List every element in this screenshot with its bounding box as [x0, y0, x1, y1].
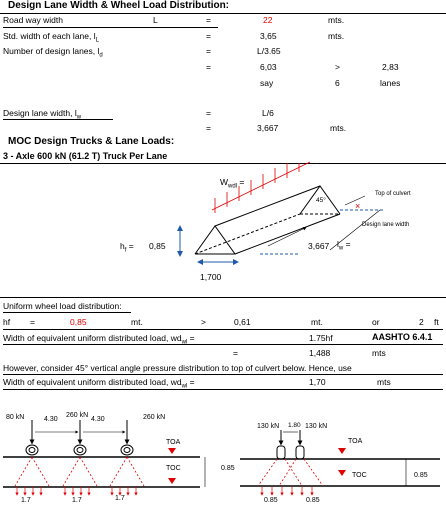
lane-width-label: Std. width of each lane, $l_L$ [3, 31, 99, 44]
wheel-load-2: 130 kN [305, 423, 328, 430]
final-width-label: Width of equivalent uniform distributed load, $wd_{wl}$ = [3, 377, 195, 390]
aashto-ref: AASHTO 6.4.1 [372, 332, 433, 342]
axle-load-1: 80 kN [6, 414, 25, 421]
limit-value: 2,83 [382, 62, 399, 72]
toc-label: TOC [352, 472, 367, 479]
road-width-unit: mts. [328, 15, 345, 25]
say-unit: lanes [380, 78, 401, 88]
wheel-load-1: 130 kN [257, 423, 280, 430]
truck-axle-diagram [3, 420, 205, 494]
wheel-spacing: 1.80 [288, 422, 301, 429]
num-lanes-value: 6,03 [260, 62, 277, 72]
however-note: However, consider 45° vertical angle pressure distribution to top of culvert below. Hence, use [3, 363, 352, 373]
base-value: 1,700 [200, 272, 222, 282]
final-width-value: 1,70 [309, 377, 326, 387]
design-lane-value: 3,667 [257, 123, 279, 133]
equiv-width-value: 1,488 [309, 348, 331, 358]
top-culvert-label: Top of culvert [375, 191, 411, 197]
spread-width-1: 0.85 [264, 497, 278, 504]
say-label: say [260, 78, 274, 88]
greater-than: > [201, 317, 206, 327]
toc-label: TOC [166, 465, 181, 472]
hf-row-unit: mt. [131, 317, 143, 327]
min-depth-value: 0,61 [234, 317, 251, 327]
equals-sign: = [206, 108, 211, 118]
lw-label: $l_w$ = [337, 239, 351, 252]
lane-width-unit: mts. [328, 31, 345, 41]
design-lane-label: Design lane width [362, 222, 410, 228]
toa-label: TOA [348, 438, 363, 445]
or-label: or [372, 317, 380, 327]
ft-unit: ft [434, 317, 439, 327]
axle-load-3: 260 kN [143, 414, 166, 421]
ft-value: 2 [419, 317, 424, 327]
hf-row-label: hf [3, 317, 11, 327]
equals-sign: = [206, 46, 211, 56]
angle-label: 45° [316, 197, 326, 204]
lane-width-value: 3,65 [260, 31, 277, 41]
num-lanes-label: Number of design lanes, $l_d$ [3, 46, 103, 59]
design-lane-width-label: Design lane width, $l_w$ [3, 108, 82, 121]
equals-sign: = [30, 317, 35, 327]
equals-sign: = [206, 31, 211, 41]
axle-load-2: 260 kN [66, 412, 89, 419]
spread-width-1: 1.7 [21, 497, 31, 504]
wwdl-label: $W_{wdl}$ = [220, 177, 245, 190]
min-depth-unit: mt. [311, 317, 323, 327]
road-width-label: Road way width [3, 15, 64, 25]
road-width-value: 22 [263, 15, 273, 25]
road-width-symbol: L [153, 15, 158, 25]
spread-width-3: 1.7 [115, 495, 125, 502]
depth-label: 0.85 [221, 465, 235, 472]
x-marker: × [355, 201, 361, 211]
section-title: Design Lane Width & Wheel Load Distribution: [8, 0, 230, 11]
hf-label: $h_f$ = [120, 241, 134, 254]
lw-value: 3,667 [308, 241, 330, 251]
equiv-width-formula: 1.75hf [309, 333, 333, 343]
equals-sign: = [206, 123, 211, 133]
num-lanes-formula: L/3.65 [257, 46, 281, 56]
depth-label: 0.85 [414, 472, 428, 479]
final-width-unit: mts [377, 377, 391, 387]
axle-spacing-1: 4.30 [44, 416, 58, 423]
design-lane-formula: L/6 [262, 108, 274, 118]
hf-value: 0,85 [149, 241, 166, 251]
wheel-pair-diagram [240, 430, 440, 494]
spread-width-2: 0.85 [306, 497, 320, 504]
toa-label: TOA [166, 439, 181, 446]
uniform-heading: Uniform wheel load distribution: [3, 301, 122, 311]
design-lane-unit: mts. [330, 123, 347, 133]
equals-sign: = [233, 348, 238, 358]
equiv-width-label: Width of equivalent uniform distributed load, $wd_{wl}$ = [3, 333, 195, 346]
equals-sign: = [206, 15, 211, 25]
hf-row-value: 0,85 [70, 317, 87, 327]
say-value: 6 [335, 78, 340, 88]
trucks-title: MOC Design Trucks & Lane Loads: [8, 136, 175, 147]
axle-spacing-2: 4.30 [91, 416, 105, 423]
greater-than: > [335, 62, 340, 72]
equiv-width-unit: mts [372, 348, 386, 358]
equals-sign: = [206, 62, 211, 72]
spread-width-2: 1.7 [72, 497, 82, 504]
truck-subtitle: 3 - Axle 600 kN (61.2 T) Truck Per Lane [3, 151, 168, 161]
